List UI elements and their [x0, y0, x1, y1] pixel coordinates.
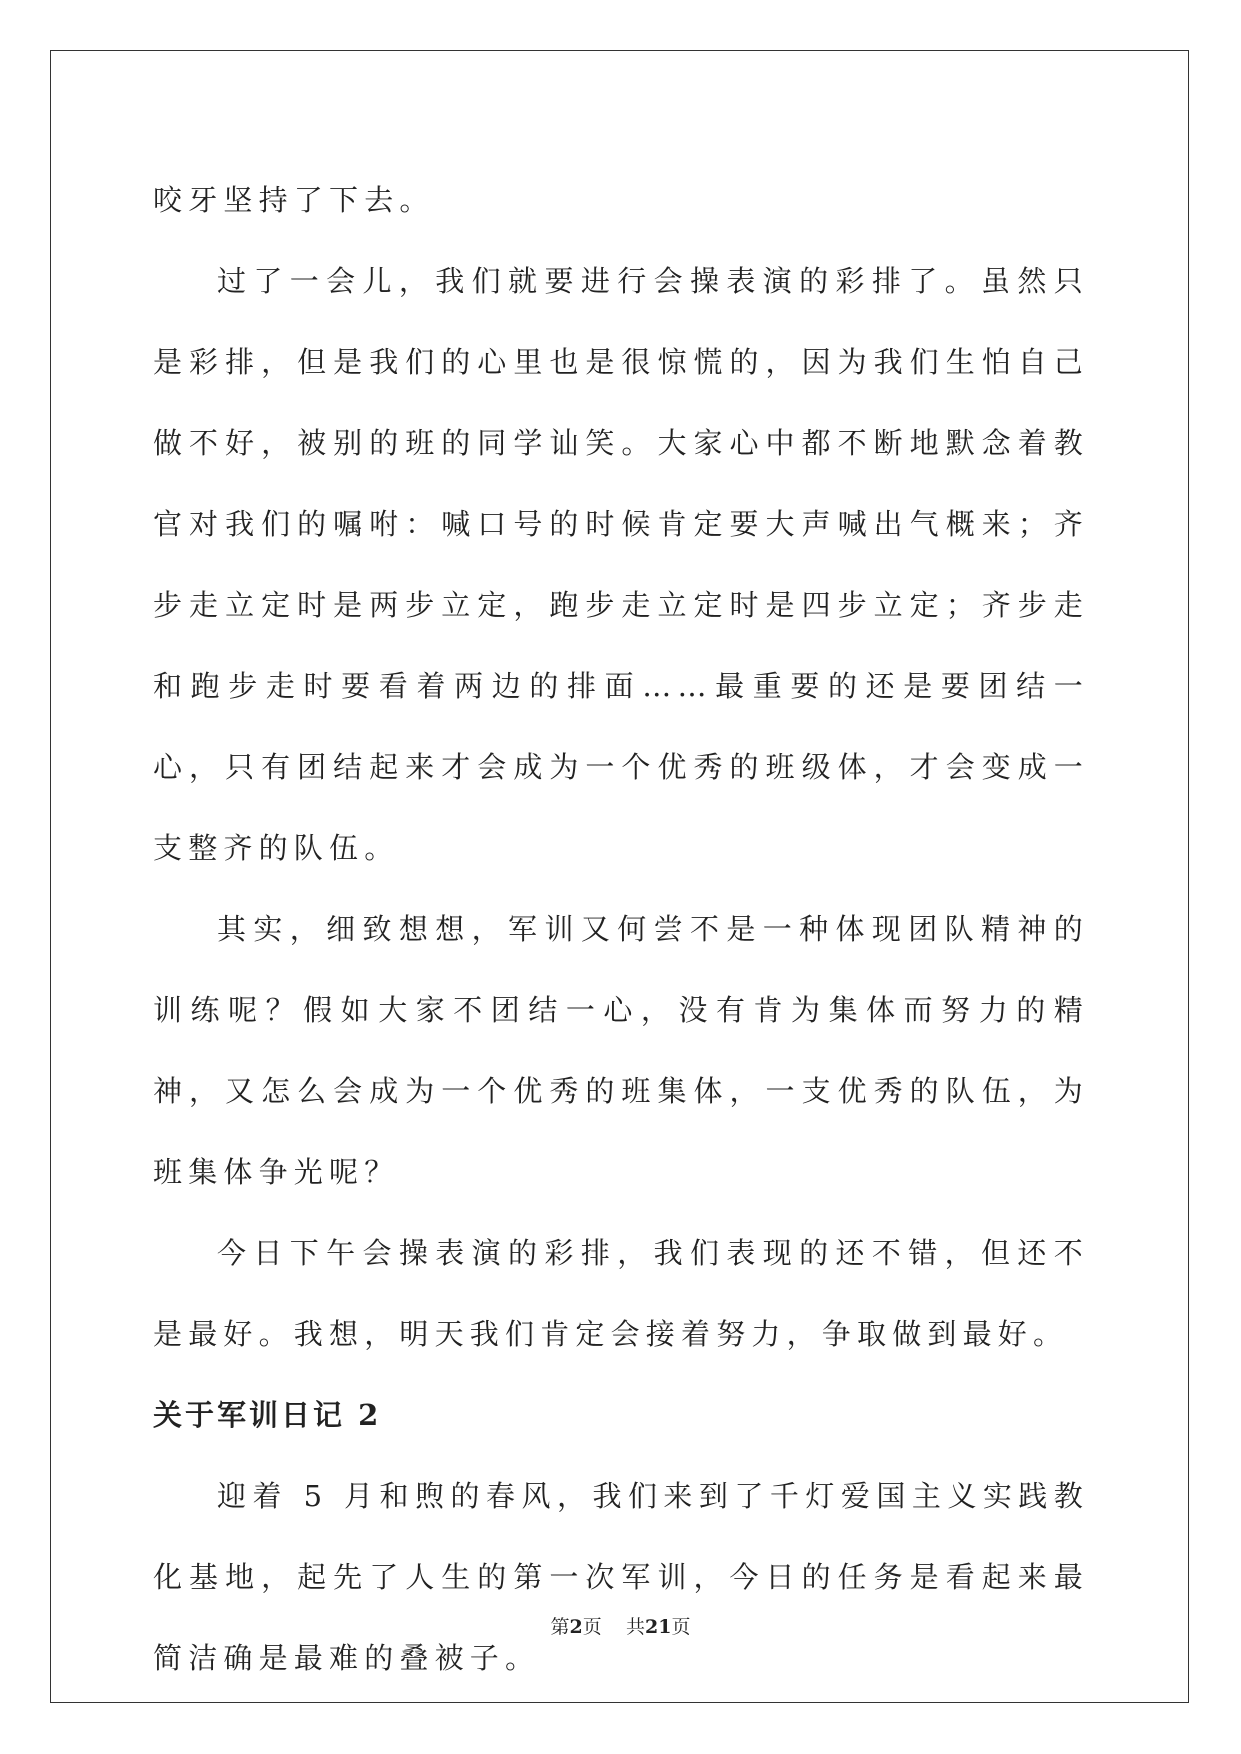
paragraph-team-spirit: 其实，细致想想，军训又何尝不是一种体现团队精神的训练呢？假如大家不团结一心，没有肯为集体而努力的精神，又怎么会成为一个优秀的班集体，一支优秀的队伍，为班集体争光呢？ — [153, 912, 1089, 1189]
page-prefix: 第 — [550, 1616, 570, 1638]
total-prefix: 共 — [625, 1616, 645, 1638]
page-total: 21 — [644, 1616, 672, 1638]
document-body — [153, 160, 1089, 1699]
section-title: 关于军训日记 2 — [153, 1398, 382, 1432]
page-unit: 页 — [582, 1616, 602, 1638]
page-current: 2 — [569, 1616, 583, 1638]
paragraph-spring-breeze: 迎着 5 月和煦的春风，我们来到了千灯爱国主义实践教化基地，起先了人生的第一次军训，今日的任务是看起来最简洁确是最难的叠被子。 — [153, 1479, 1089, 1675]
paragraph-rehearsal: 过了一会儿，我们就要进行会操表演的彩排了。虽然只是彩排，但是我们的心里也是很惊慌的，因为我们生怕自己做不好，被别的班的同学讪笑。大家心中都不断地默念着教官对我们的嘱咐：喊口号的时候肯定要大声喊出气概来；齐步走立定时是两步立定，跑步走立定时是四步立定；齐步走和跑步走时要看着两边的排面……最重要的还是要团结一心，只有团结起来才会成为一个优秀的班级体，才会变成一支整齐的队伍。 — [153, 264, 1089, 865]
page-number-footer — [0, 1612, 1241, 1639]
paragraph-afternoon: 今日下午会操表演的彩排，我们表现的还不错，但还不是最好。我想，明天我们肯定会接着努力，争取做到最好。 — [153, 1236, 1089, 1351]
total-unit: 页 — [671, 1616, 691, 1638]
paragraph-continuation: 咬牙坚持了下去。 — [153, 183, 435, 217]
